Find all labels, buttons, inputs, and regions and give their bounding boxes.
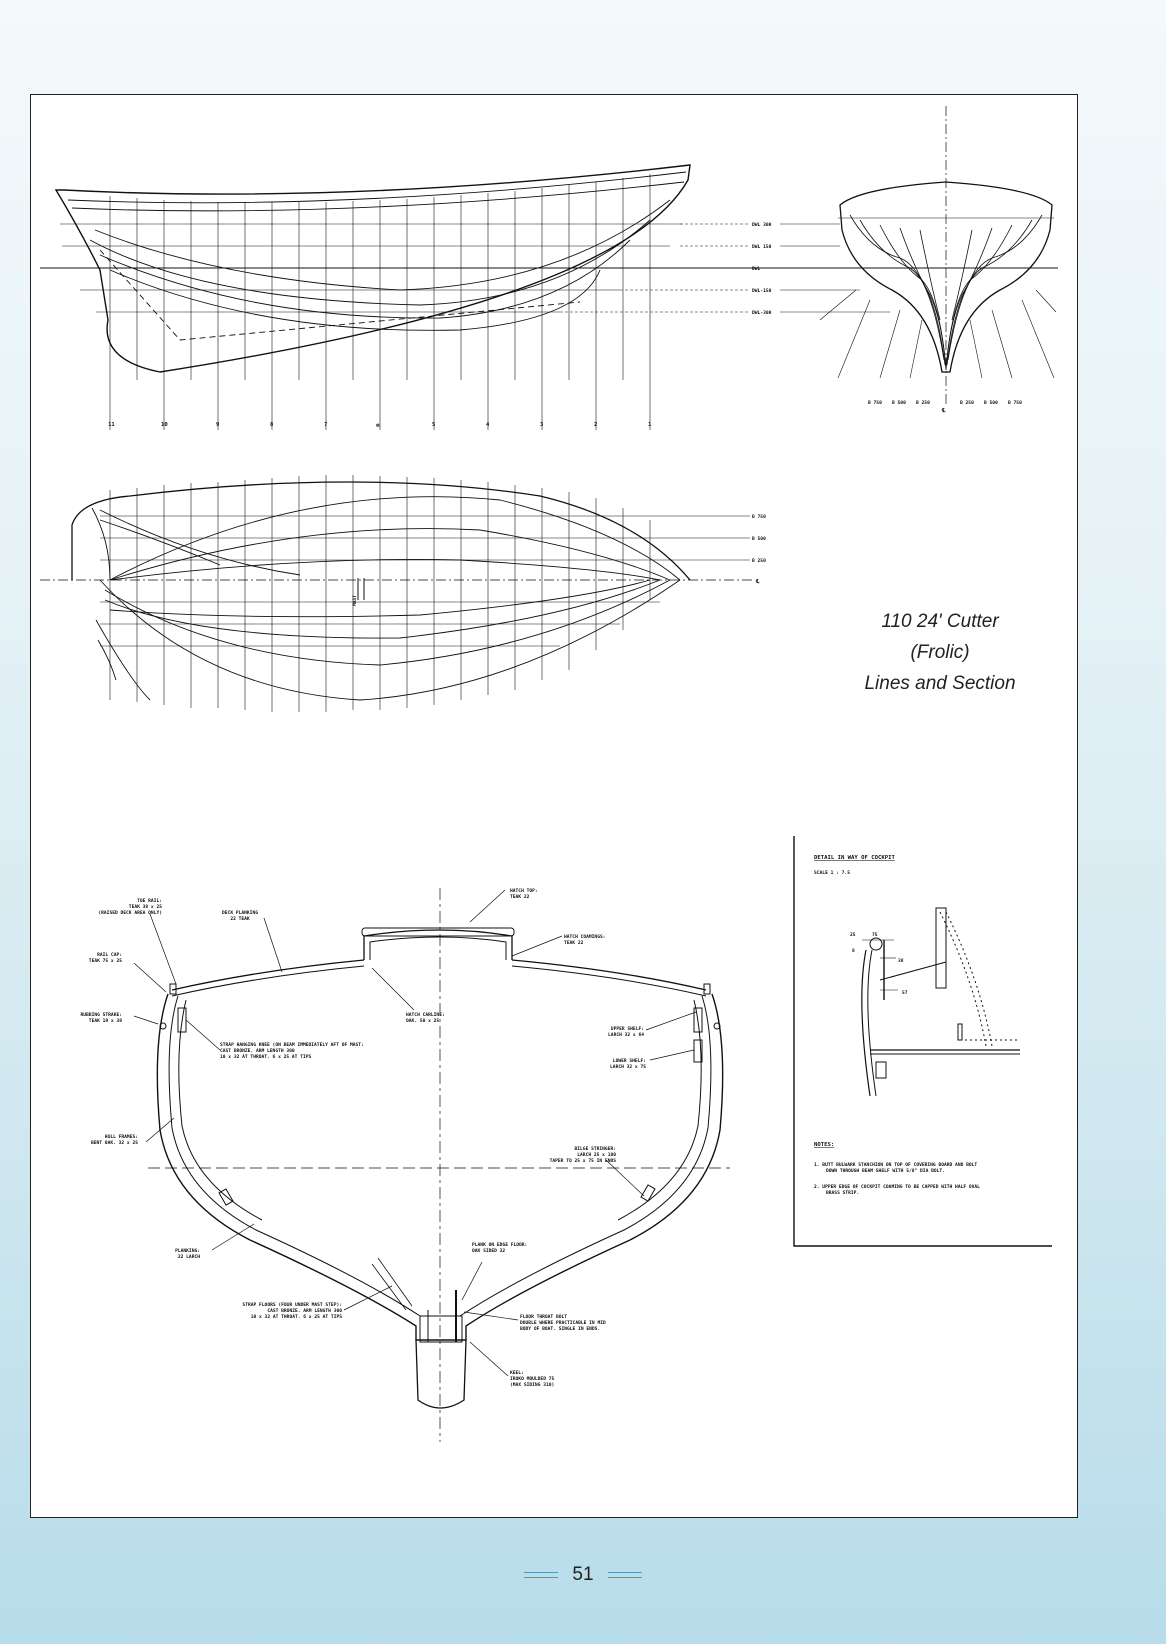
note-1: 1. BUTT BULWARK STANCHION ON TOP OF COVERING BOARD AND BOLT DOWN THROUGH BEAM SHELF WITH 5/8" DIA BOLT. bbox=[814, 1163, 978, 1174]
buttock-label: B 750 bbox=[868, 401, 882, 406]
cockpit-detail bbox=[794, 836, 1052, 1246]
svg-text:STRAP HANGING KNEE (ON BEAM IM: STRAP HANGING KNEE (ON BEAM IMMEDIATELY AFT OF MAST: CAST BRONZE. ARM LENGTH 300 10 x 32 AT THROAT. 6 x 25 AT TIPS bbox=[220, 1043, 364, 1060]
profile-view bbox=[40, 165, 1058, 430]
dim-label: 25 bbox=[850, 933, 856, 938]
buttock-label: B 500 bbox=[752, 537, 766, 542]
detail-title: DETAIL IN WAY OF COCKPIT bbox=[814, 855, 895, 861]
page-number: 51 bbox=[572, 1564, 594, 1585]
buttock-label: B 750 bbox=[1008, 401, 1022, 406]
station-label: 11 bbox=[108, 422, 115, 428]
svg-text:RAIL CAP:TEAK 75 x 25: RAIL CAP: TEAK 75 x 25 bbox=[88, 953, 122, 964]
station-label: 3 bbox=[540, 422, 544, 428]
buttock-label: B 250 bbox=[752, 559, 766, 564]
mast-label: MAST bbox=[353, 594, 358, 606]
caption-title: 110 24' Cutter bbox=[881, 611, 999, 632]
buttock-label: B 500 bbox=[984, 401, 998, 406]
station-label: 1 bbox=[648, 422, 652, 428]
dim-label: 38 bbox=[898, 959, 904, 964]
dim-label: 57 bbox=[902, 991, 908, 996]
buttock-label: B 250 bbox=[916, 401, 930, 406]
station-label: 7 bbox=[324, 422, 328, 428]
svg-text:DECK PLANKING22 TEAK: DECK PLANKING 22 TEAK bbox=[222, 911, 258, 922]
station-label: 2 bbox=[594, 422, 598, 428]
buttock-label: B 250 bbox=[960, 401, 974, 406]
svg-text:HATCH CARLINE:OAK. 50 x 25: HATCH CARLINE: OAK. 50 x 25 bbox=[406, 1013, 445, 1024]
svg-text:RUBBING STRAKE:TEAK 19 x 38: RUBBING STRAKE: TEAK 19 x 38 bbox=[80, 1013, 122, 1024]
section-labels bbox=[81, 888, 647, 1388]
waterline-label: DWL-300 bbox=[752, 311, 772, 316]
station-label: 4 bbox=[486, 422, 490, 428]
detail-scale: SCALE 1 : 7.5 bbox=[814, 871, 850, 876]
svg-text:LOWER SHELF:LARCH 32 x 75: LOWER SHELF: LARCH 32 x 75 bbox=[610, 1059, 646, 1070]
svg-text:STRAP FLOORS (FOUR UNDER MAST: STRAP FLOORS (FOUR UNDER MAST STEP): CAST BRONZE. ARM LENGTH 300 10 x 32 AT THROAT. 6 x 25 AT TIPS bbox=[242, 1303, 342, 1320]
page-footer bbox=[0, 1560, 1166, 1590]
station-label: 8 bbox=[270, 422, 274, 428]
station-label-midship: ⊗ bbox=[376, 423, 380, 429]
station-label: 9 bbox=[216, 422, 220, 428]
svg-text:HATCH COAMINGS:TEAK 22: HATCH COAMINGS: TEAK 22 bbox=[564, 935, 606, 946]
caption-subtitle: (Frolic) bbox=[910, 642, 970, 663]
svg-text:HATCH TOP:TEAK 22: HATCH TOP: TEAK 22 bbox=[510, 889, 538, 900]
centreline-symbol: ℄ bbox=[756, 579, 760, 585]
dim-label: 8 bbox=[852, 949, 855, 954]
waterline-label: DWL 150 bbox=[752, 245, 772, 250]
midship-section-view bbox=[134, 888, 730, 1442]
caption-description: Lines and Section bbox=[864, 673, 1016, 694]
svg-text:UPPER SHELF:LARCH 32 x 64: UPPER SHELF: LARCH 32 x 64 bbox=[608, 1027, 644, 1038]
waterline-labels bbox=[752, 222, 772, 316]
footer-rule-right bbox=[608, 1572, 642, 1578]
svg-text:PLANKING:22 LARCH: PLANKING: 22 LARCH bbox=[175, 1249, 200, 1260]
svg-text:PLANK ON EDGE FLOOR:OAK SIDED: PLANK ON EDGE FLOOR: OAK SIDED 32 bbox=[472, 1243, 528, 1254]
footer-rule-left bbox=[524, 1572, 558, 1578]
buttock-label: B 750 bbox=[752, 515, 766, 520]
body-plan-labels bbox=[868, 400, 1022, 414]
svg-text:KEEL:IROKO MOULDED 75(MAX SIDI: KEEL: IROKO MOULDED 75 (MAX SIDING 310) bbox=[510, 1371, 555, 1388]
note-2: 2. UPPER EDGE OF COCKPIT COAMING TO BE CAPPED WITH HALF OVAL BRASS STRIP. bbox=[814, 1185, 980, 1196]
half-breadth-view bbox=[40, 475, 752, 712]
station-label: 10 bbox=[161, 422, 168, 428]
buttock-label: B 500 bbox=[892, 401, 906, 406]
waterline-label: DWL-150 bbox=[752, 289, 772, 294]
body-plan-view bbox=[780, 106, 1056, 406]
centreline-symbol: ℄ bbox=[942, 408, 946, 414]
svg-text:TOE RAIL:TEAK 38 x 25(RAISED D: TOE RAIL: TEAK 38 x 25 (RAISED DECK AREA ONLY) bbox=[98, 899, 162, 916]
station-label: 5 bbox=[432, 422, 436, 428]
figure-caption bbox=[830, 606, 1050, 699]
notes-title: NOTES: bbox=[814, 1142, 835, 1148]
svg-text:FLOOR THROAT BOLTDOUBLE WHERE: FLOOR THROAT BOLT DOUBLE WHERE PRACTICABLE IN MID BODY OF BOAT. SINGLE IN ENDS. bbox=[520, 1315, 606, 1332]
waterline-label: DWL 300 bbox=[752, 223, 772, 228]
svg-text:HULL FRAMES:BENT OAK. 32 x 25: HULL FRAMES: BENT OAK. 32 x 25 bbox=[90, 1135, 138, 1146]
waterline-label: DWL bbox=[752, 267, 761, 272]
dim-label: 75 bbox=[872, 933, 878, 938]
svg-text:BILGE STRINGER:LARCH 25 x 100T: BILGE STRINGER: LARCH 25 x 100 TAPER TO 25 x 75 IN ENDS bbox=[549, 1147, 616, 1164]
